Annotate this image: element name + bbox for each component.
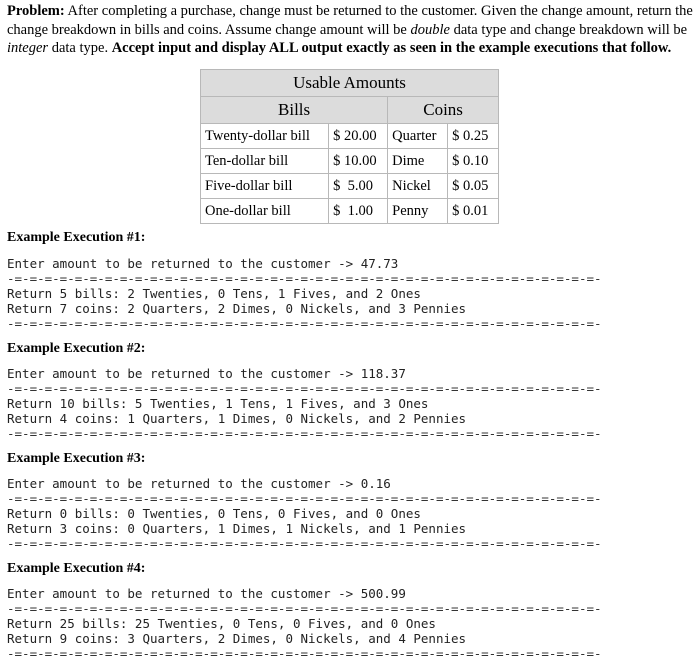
bills-line: Return 10 bills: 5 Twenties, 1 Tens, 1 Fives, and 3 Ones: [7, 396, 429, 411]
double-type: double: [410, 21, 450, 38]
coin-amount: $ 0.10: [448, 149, 499, 174]
separator-line: -=-=-=-=-=-=-=-=-=-=-=-=-=-=-=-=-=-=-=-=-=-=-=-=-=-=-=-=-=-=-=-=-=-=-=-=-=-=-=-: [7, 536, 602, 551]
bills-line: Return 5 bills: 2 Twenties, 0 Tens, 1 Fives, and 2 Ones: [7, 286, 421, 301]
example-heading-1: Example Execution #1:: [7, 230, 146, 245]
coin-name: Dime: [388, 149, 448, 174]
example-output-2: [7, 366, 602, 441]
prompt-line: Enter amount to be returned to the customer -> 47.73: [7, 256, 399, 271]
coin-amount: $ 0.05: [448, 174, 499, 199]
separator-line: -=-=-=-=-=-=-=-=-=-=-=-=-=-=-=-=-=-=-=-=-=-=-=-=-=-=-=-=-=-=-=-=-=-=-=-=-=-=-=-: [7, 381, 602, 396]
separator-line: -=-=-=-=-=-=-=-=-=-=-=-=-=-=-=-=-=-=-=-=-=-=-=-=-=-=-=-=-=-=-=-=-=-=-=-=-=-=-=-: [7, 426, 602, 441]
bills-line: Return 25 bills: 25 Twenties, 0 Tens, 0 Fives, and 0 Ones: [7, 616, 436, 631]
example-output-3: [7, 476, 602, 551]
prompt-line: Enter amount to be returned to the customer -> 500.99: [7, 586, 406, 601]
bill-amount: $ 1.00: [329, 199, 388, 224]
usable-amounts-table: [200, 69, 499, 224]
coins-header: Coins: [388, 97, 499, 124]
table-title: Usable Amounts: [201, 70, 499, 97]
coins-line: Return 9 coins: 3 Quarters, 2 Dimes, 0 Nickels, and 4 Pennies: [7, 631, 467, 646]
table-row: [201, 174, 499, 199]
table-row: [201, 149, 499, 174]
problem-text-3: data type.: [48, 40, 112, 56]
example-heading-3: Example Execution #3:: [7, 451, 146, 466]
bills-line: Return 0 bills: 0 Twenties, 0 Tens, 0 Fives, and 0 Ones: [7, 506, 421, 521]
bill-amount: $ 10.00: [329, 149, 388, 174]
separator-line: -=-=-=-=-=-=-=-=-=-=-=-=-=-=-=-=-=-=-=-=-=-=-=-=-=-=-=-=-=-=-=-=-=-=-=-=-=-=-=-: [7, 271, 602, 286]
problem-statement: [7, 2, 695, 58]
separator-line: -=-=-=-=-=-=-=-=-=-=-=-=-=-=-=-=-=-=-=-=-=-=-=-=-=-=-=-=-=-=-=-=-=-=-=-=-=-=-=-: [7, 316, 602, 331]
table-row: [201, 124, 499, 149]
bill-name: Twenty-dollar bill: [201, 124, 329, 149]
example-output-4: [7, 586, 602, 661]
bill-amount: $ 20.00: [329, 124, 388, 149]
problem-text-2: data type and change breakdown will be: [449, 21, 688, 38]
example-heading-4: Example Execution #4:: [7, 561, 146, 576]
bills-header: Bills: [201, 97, 388, 124]
example-output-1: [7, 256, 602, 331]
prompt-line: Enter amount to be returned to the customer -> 0.16: [7, 476, 391, 491]
bill-amount: $ 5.00: [329, 174, 388, 199]
problem-text-1: After completing a purchase, change must be returned to the customer. Given the change amount, return the change breakdown in bills and coins. Assume change amount will be: [7, 3, 693, 38]
problem-label: Problem:: [7, 3, 65, 19]
bill-name: One-dollar bill: [201, 199, 329, 224]
coin-amount: $ 0.01: [448, 199, 499, 224]
problem-instruction: Accept input and display ALL output exactly as seen in the example executions that follow.: [111, 40, 672, 56]
separator-line: -=-=-=-=-=-=-=-=-=-=-=-=-=-=-=-=-=-=-=-=-=-=-=-=-=-=-=-=-=-=-=-=-=-=-=-=-=-=-=-: [7, 601, 602, 616]
coin-name: Nickel: [388, 174, 448, 199]
separator-line: -=-=-=-=-=-=-=-=-=-=-=-=-=-=-=-=-=-=-=-=-=-=-=-=-=-=-=-=-=-=-=-=-=-=-=-=-=-=-=-: [7, 646, 602, 661]
coin-name: Quarter: [388, 124, 448, 149]
coins-line: Return 7 coins: 2 Quarters, 2 Dimes, 0 Nickels, and 3 Pennies: [7, 301, 467, 316]
example-heading-2: Example Execution #2:: [7, 341, 146, 356]
bill-name: Ten-dollar bill: [201, 149, 329, 174]
integer-type: integer: [7, 40, 49, 56]
separator-line: -=-=-=-=-=-=-=-=-=-=-=-=-=-=-=-=-=-=-=-=-=-=-=-=-=-=-=-=-=-=-=-=-=-=-=-=-=-=-=-: [7, 491, 602, 506]
coins-line: Return 3 coins: 0 Quarters, 1 Dimes, 1 Nickels, and 1 Pennies: [7, 521, 467, 536]
prompt-line: Enter amount to be returned to the customer -> 118.37: [7, 366, 406, 381]
coins-line: Return 4 coins: 1 Quarters, 1 Dimes, 0 Nickels, and 2 Pennies: [7, 411, 467, 426]
table-row: [201, 199, 499, 224]
bill-name: Five-dollar bill: [201, 174, 329, 199]
coin-name: Penny: [388, 199, 448, 224]
coin-amount: $ 0.25: [448, 124, 499, 149]
